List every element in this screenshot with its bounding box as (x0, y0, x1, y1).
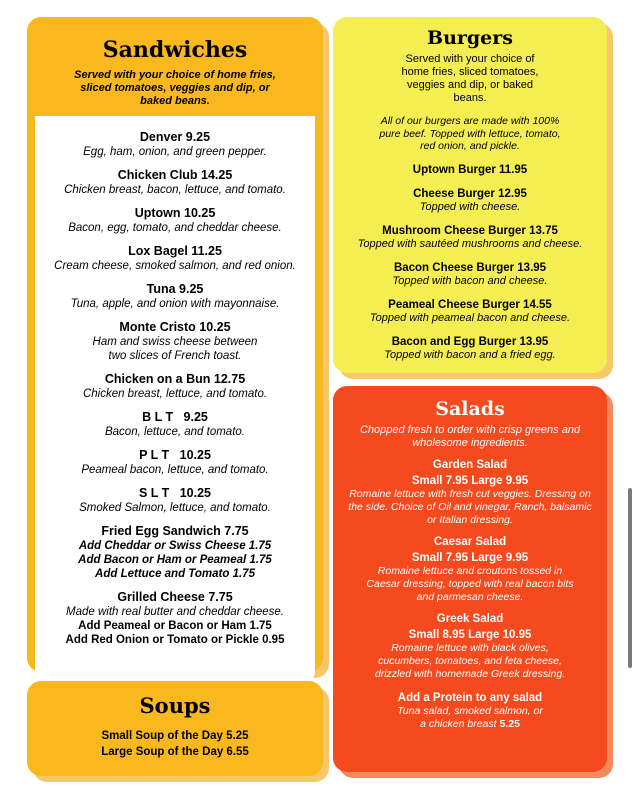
sandwich-name: Denver 9.25 (139, 130, 211, 144)
sandwiches-title: Sandwiches (102, 37, 248, 63)
salad-name: Greek Salad (436, 613, 504, 625)
salads-panel (333, 386, 607, 772)
sandwich-name: Tuna 9.25 (146, 282, 204, 296)
burgers-note: All of our burgers are made with 100% pure beef. Topped with lettuce, tomato, red onion, and pickle. (379, 115, 561, 152)
salad-item (333, 535, 607, 604)
addon-line: Add Peameal or Bacon or Ham 1.75 (78, 620, 272, 632)
protein-desc: Tuna salad, smoked salmon, or a chicken breast (397, 705, 543, 730)
protein-title: Add a Protein to any salad (397, 692, 543, 704)
sandwich-desc: Chicken breast, bacon, lettuce, and tomato. (64, 184, 286, 196)
sandwich-desc: Made with real butter and cheddar cheese. (66, 606, 284, 618)
sandwich-item (35, 244, 315, 273)
salad-price: Small 7.95 Large 9.95 (411, 475, 529, 487)
sandwich-item (35, 320, 315, 363)
salad-protein (333, 691, 607, 731)
salad-desc: Romaine lettuce with fresh cut veggies. Dressing on the side. Choice of Oil and vinegar, Ranch, balsamic or Italian dressing. (348, 488, 592, 526)
sandwich-desc: Chicken breast, lettuce, and tomato. (82, 388, 268, 400)
sandwich-desc: Egg, ham, onion, and green pepper. (83, 146, 267, 158)
salad-item (333, 458, 607, 527)
burgers-panel (333, 17, 607, 373)
sandwich-name: Uptown 10.25 (134, 206, 216, 220)
addon-line: Add Bacon or Ham or Peameal 1.75 (78, 554, 272, 566)
sandwich-desc: Cream cheese, smoked salmon, and red onion. (54, 260, 296, 272)
burger-item (333, 224, 607, 251)
burger-name: Peameal Cheese Burger 14.55 (388, 298, 552, 311)
sandwich-desc: Ham and swiss cheese between two slices of French toast. (92, 336, 258, 362)
salad-price: Small 8.95 Large 10.95 (408, 629, 532, 641)
sandwich-item (35, 590, 315, 647)
burger-desc: Topped with bacon and a fried egg. (384, 348, 556, 361)
salads-intro: Chopped fresh to order with crisp greens and wholesome ingredients. (359, 424, 581, 449)
sandwich-item (35, 486, 315, 515)
salad-name: Garden Salad (432, 459, 508, 471)
sandwich-name: Grilled Cheese 7.75 (117, 590, 233, 604)
burger-item (333, 187, 607, 214)
addon-line: Add Cheddar or Swiss Cheese 1.75 (78, 540, 272, 552)
salad-name: Caesar Salad (433, 536, 507, 548)
sandwich-list (35, 116, 315, 682)
addon-line: Add Lettuce and Tomato 1.75 (95, 568, 255, 580)
burger-item (333, 261, 607, 288)
soup-line: Small Soup of the Day 5.25 (101, 730, 249, 742)
burger-desc: Topped with bacon and cheese. (392, 274, 548, 287)
burger-item (333, 335, 607, 362)
sandwich-item (35, 372, 315, 401)
sandwich-name: B L T 9.25 (142, 410, 208, 424)
sandwich-desc: Peameal bacon, lettuce, and tomato. (81, 464, 269, 476)
sandwich-name: Chicken Club 14.25 (117, 168, 233, 182)
sandwich-name: Lox Bagel 11.25 (128, 244, 222, 258)
sandwiches-subtitle: Served with your choice of home fries, sliced tomatoes, veggies and dip, or baked beans. (74, 69, 276, 107)
burger-item (333, 163, 607, 177)
sandwich-item (35, 130, 315, 159)
sandwich-item (35, 168, 315, 197)
salad-desc: Romaine lettuce with black olives, cucumbers, tomatoes, and feta cheese, drizzled with homemade Greek dressing. (374, 642, 566, 680)
addon-line: Add Red Onion or Tomato or Pickle 0.95 (65, 634, 285, 646)
burgers-subtitle: Served with your choice of home fries, sliced tomatoes, veggies and dip, or baked beans. (401, 53, 539, 104)
burger-desc: Topped with peameal bacon and cheese. (369, 311, 571, 324)
salad-price: Small 7.95 Large 9.95 (411, 552, 529, 564)
burger-item (333, 298, 607, 325)
burger-name: Bacon Cheese Burger 13.95 (393, 261, 547, 274)
sandwich-desc: Bacon, lettuce, and tomato. (104, 426, 245, 438)
sandwich-name: Chicken on a Bun 12.75 (104, 372, 246, 386)
burgers-title: Burgers (427, 27, 513, 49)
sandwich-item (35, 410, 315, 439)
salad-item (333, 612, 607, 681)
burger-name: Mushroom Cheese Burger 13.75 (382, 224, 558, 237)
sandwich-name: Monte Cristo 10.25 (119, 320, 231, 334)
sandwich-desc: Tuna, apple, and onion with mayonnaise. (70, 298, 280, 310)
protein-price: 5.25 (499, 718, 520, 730)
sandwich-name: S L T 10.25 (138, 486, 212, 500)
burger-desc: Topped with cheese. (419, 200, 521, 213)
soups-title: Soups (139, 693, 211, 718)
sandwich-name: Fried Egg Sandwich 7.75 (101, 524, 249, 538)
salad-desc: Romaine lettuce and croutons tossed in Caesar dressing, topped with real bacon bits and parmesan cheese. (366, 565, 574, 603)
soup-line: Large Soup of the Day 6.55 (101, 746, 249, 758)
scrollbar-thumb[interactable] (628, 488, 632, 668)
salads-title: Salads (435, 398, 505, 420)
sandwich-item (35, 524, 315, 581)
sandwich-item (35, 282, 315, 311)
burger-desc: Topped with sautéed mushrooms and cheese. (357, 237, 583, 250)
burger-name: Cheese Burger 12.95 (413, 187, 527, 200)
burger-name: Uptown Burger 11.95 (412, 163, 528, 176)
sandwich-item (35, 448, 315, 477)
sandwiches-panel (27, 17, 323, 672)
sandwich-desc: Smoked Salmon, lettuce, and tomato. (79, 502, 271, 514)
burger-name: Bacon and Egg Burger 13.95 (391, 335, 549, 348)
soups-panel (27, 681, 323, 776)
sandwich-desc: Bacon, egg, tomato, and cheddar cheese. (68, 222, 282, 234)
sandwich-item (35, 206, 315, 235)
sandwich-name: P L T 10.25 (139, 448, 211, 462)
